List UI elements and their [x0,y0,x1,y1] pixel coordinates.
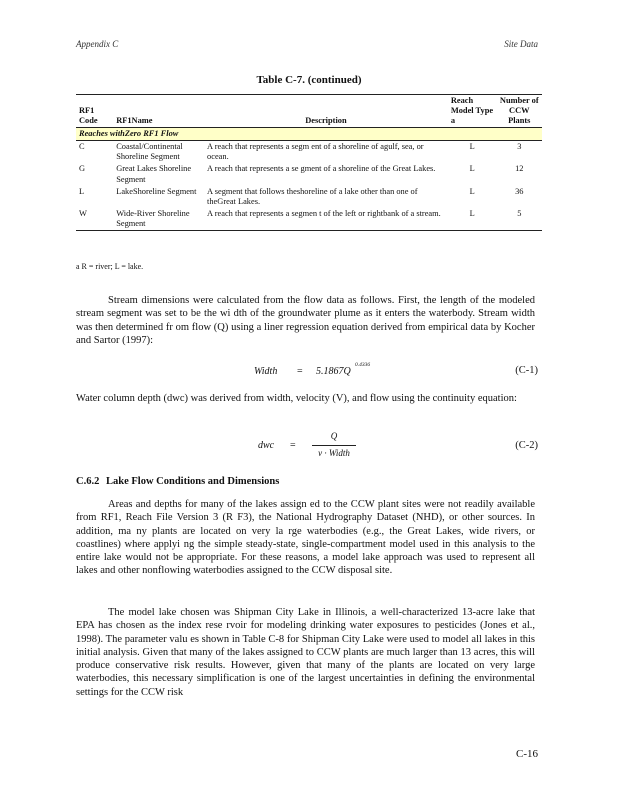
row-plants: 12 [515,164,524,174]
equation-1-exponent: 0.4336 [355,362,371,368]
group-label: Reaches withZero RF1 Flow [76,128,542,141]
row-name: Coastal/Continental Shoreline Segment [116,142,183,162]
page-number: C-16 [516,748,538,760]
equation-1-lhs: Width [254,366,278,377]
equation-2-number: (C-2) [515,440,538,451]
equation-2-fraction-bar [312,445,356,446]
equation-1-rhs: 5.1867Q [316,366,351,377]
table-group-row [76,128,542,141]
row-plants: 5 [497,208,542,231]
equation-2-equals: = [290,440,296,451]
row-type: L [448,208,497,231]
row-description: A reach that represents a se gment of a shoreline of the Great Lakes. [207,164,436,174]
running-header-left: Appendix C [76,39,119,49]
table-row [76,141,542,164]
row-plants: 3 [517,142,522,152]
table-row [76,208,542,231]
equation-1-number: (C-1) [515,365,538,376]
section-title: Lake Flow Conditions and Dimensions [106,476,280,487]
col-header-description: Description [204,95,448,128]
table-footnote: a R = river; L = lake. [76,262,144,271]
row-type: L [469,142,475,152]
col-header-plants: Number of CCW Plants [497,95,542,128]
row-description: A reach that represents a segmen t of the left or rightbank of a stream. [204,208,448,231]
table-header-row [76,95,542,128]
table-row [76,186,542,208]
row-name: LakeShoreline Segment [116,186,197,196]
row-plants: 36 [515,186,524,196]
row-code: L [79,186,85,196]
row-type: L [469,186,475,196]
row-description: A reach that represents a segm ent of a shoreline of agulf, sea, or ocean. [207,142,424,162]
paragraph-model-lake: The model lake chosen was Shipman City Lake in Illinois, a well-characterized 13-acre lake that EPA has chosen as the index rese rvoir for modeling drinking water exposures to pesticides (Jones et al., 1998). The parameter valu es shown in Table C-8 for Shipman City Lake were used to model all lakes in this initial analysis. Given that many of the lakes assigned to CCW plants are much larger than 13 acres, this will produce conservative risk results. However, given that many of the plants are located on very large waterbodies, this necessary simplification is one of the largest uncertainties in defining the environmental settings for the CCW risk [76,607,535,698]
equation-2-lhs: dwc [258,440,275,451]
equation-2-numerator: Q [330,431,338,441]
table-title: Table C-7. (continued) [256,74,362,86]
paragraph-water-column-depth: Water column depth (dwc) was derived from width, velocity (V), and flow using the continuity equation: [76,393,517,404]
row-code: C [79,142,85,152]
section-number: C.6.2 [76,476,100,487]
paragraph-stream-dimensions: Stream dimensions were calculated from the flow data as follows. First, the length of the modeled stream segment was set to be the wi dth of the groundwater plume as it enters the waterbody. Stream width was then determined fr om flow (Q) using a liner regression equation derived from empirical data by Kocher and Sartor (1997): [76,295,535,346]
col-header-type: Reach Model Type a [448,95,497,128]
paragraph-lake-areas: Areas and depths for many of the lakes assign ed to the CCW plant sites were not readily available from RF1, Reach File Version 3 (R F3), the National Hydrography Dataset (NHD), or other sources. In addition, ma ny plants are located on very la rge waterbodies (e.g., the Great Lakes, wide rivers, or coastlines) where applyi ng the simple steady-state, single-compartment model used in this analysis to the entire lake would not be appropriate. For these reasons, a model lake approach was used to represent all lakes and other nonflowing waterbodies assigned to the CCW disposal site. [76,499,535,577]
row-code: W [76,208,113,231]
row-description: A segment that follows theshoreline of a lake other than one of theGreat Lakes. [207,186,418,206]
data-table [76,94,542,231]
table-row [76,163,542,185]
row-name: Wide-River Shoreline Segment [113,208,204,231]
col-header-name: RF1Name [113,95,204,128]
row-name: Great Lakes Shoreline Segment [116,164,192,184]
col-header-code: RF1 Code [76,95,113,128]
row-type: L [469,164,475,174]
equation-1-equals: = [297,366,303,377]
row-code: G [79,164,86,174]
equation-2-denominator: v · Width [318,448,350,458]
running-header-right: Site Data [504,39,538,49]
